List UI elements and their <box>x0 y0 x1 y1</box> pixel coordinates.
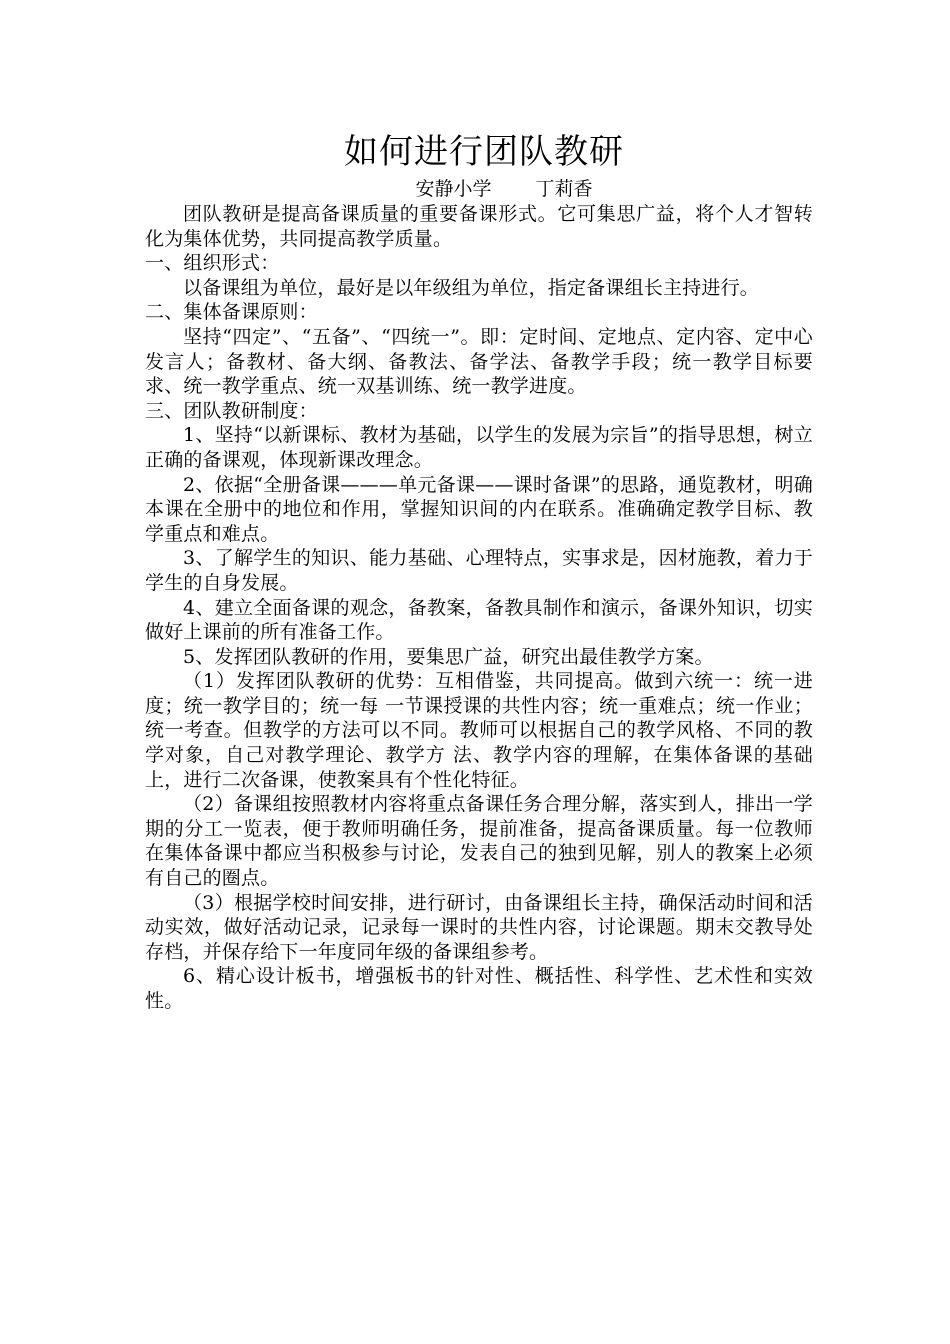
system-item-5-sub-3: （3）根据学校时间安排，进行研讨，由备课组长主持，确保活动时间和活动实效，做好活动记录，记录每一课时的共性内容，讨论课题。期末交教导处存档，并保存给下一年度同年级的备课组参考。 <box>145 891 813 963</box>
system-item-5: 5、发挥团队教研的作用，要集思广益，研究出最佳教学方案。 <box>183 645 714 668</box>
organization-paragraph: 以备课组为单位，最好是以年级组为单位，指定备课组长主持进行。 <box>183 276 760 299</box>
section-heading-system: 三、团队教研制度： <box>145 399 318 422</box>
section-heading-principles: 二、集体备课原则： <box>145 301 318 324</box>
document-content <box>145 128 813 1014</box>
principles-paragraph: 坚持“四定”、“五备”、“四统一”。即：定时间、定地点、定内容、定中心发言人；备教材、备大纲、备教法、备学法、备教学手段；统一教学目标要求、统一教学重点、统一双基训练、统一教学进度。 <box>145 325 813 398</box>
document-title: 如何进行团队教研 <box>344 132 624 172</box>
author-line: 安静小学 丁莉香 <box>415 178 593 200</box>
intro-paragraph: 团队教研是提高备课质量的重要备课形式。它可集思广益，将个人才智转化为集体优势，共同提高教学质量。 <box>145 203 813 250</box>
section-heading-organization: 一、组织形式： <box>145 252 280 275</box>
system-item-4: 4、建立全面备课的观念，备教案，备教具制作和演示，备课外知识，切实做好上课前的所有准备工作。 <box>145 596 813 644</box>
system-item-5-sub-2: （2）备课组按照教材内容将重点备课任务合理分解，落实到人，排出一学期的分工一览表，便于教师明确任务，提前准备，提高备课质量。每一位教师在集体备课中都应当积极参与讨论，发表自己的独到见解，别人的教案上必须有自己的圈点。 <box>145 793 813 890</box>
system-item-6: 6、精心设计板书，增强板书的针对性、概括性、科学性、艺术性和实效性。 <box>145 965 813 1012</box>
system-item-3: 3、了解学生的知识、能力基础、心理特点，实事求是，因材施教，着力于学生的自身发展。 <box>145 547 813 594</box>
system-item-1: 1、坚持“以新课标、教材为基础，以学生的发展为宗旨”的指导思想，树立正确的备课观，体现新课改理念。 <box>145 424 813 471</box>
system-item-2: 2、依据“全册备课———单元备课——课时备课”的思路，通览教材，明确本课在全册中的地位和作用，掌握知识间的内在联系。准确确定教学目标、教学重点和难点。 <box>145 473 813 545</box>
system-item-5-sub-1: （1）发挥团队教研的优势：互相借鉴，共同提高。做到六统一：统一进度；统一教学目的；统一每 一节课授课的共性内容；统一重难点；统一作业；统一考查。但教学的方法可以不同。教师可以根据自己的教学风格、不同的教学对象，自己对教学理论、教学方 法、教学内容的理解，在集体备课的基础上，进行二次备课，使教案具有个性化特征。 <box>145 670 813 791</box>
